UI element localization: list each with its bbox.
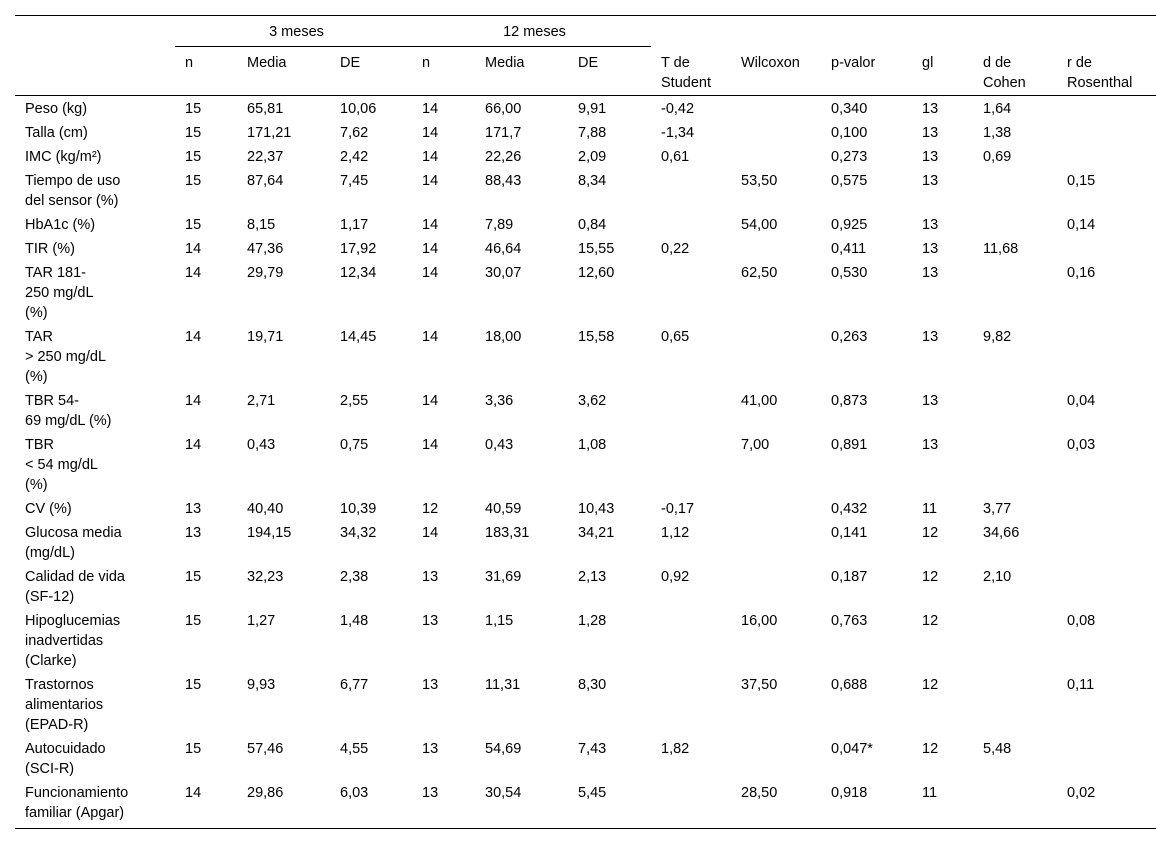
cell-n-12m: 12 xyxy=(422,500,439,517)
cell-sd-3m: 10,06 xyxy=(340,100,377,117)
table-row xyxy=(15,121,1156,145)
cell-sd-3m: 2,42 xyxy=(340,148,369,165)
cell-p-value: 0,925 xyxy=(831,216,868,233)
column-header-variable xyxy=(15,47,175,96)
group-header-12-months: 12 meses xyxy=(412,16,651,47)
cell-n-12m: 14 xyxy=(422,328,439,345)
cell-sd-12m: 0,84 xyxy=(578,216,607,233)
row-label: CV (%) xyxy=(25,500,72,517)
cell-rosenthal-r: 0,04 xyxy=(1067,392,1096,409)
cell-sd-12m: 7,88 xyxy=(578,124,607,141)
cell-mean-3m: 19,71 xyxy=(247,328,284,345)
cell-t-student xyxy=(651,169,731,213)
cell-t-student xyxy=(651,261,731,325)
cell-sd-3m: 7,62 xyxy=(340,124,369,141)
row-label: Autocuidado (SCI-R) xyxy=(25,740,106,777)
cell-rosenthal-r xyxy=(1057,95,1156,121)
cell-p-value: 0,273 xyxy=(831,148,868,165)
cell-n-3m: 13 xyxy=(185,500,202,517)
cell-n-3m: 15 xyxy=(185,740,202,757)
cell-rosenthal-r: 0,16 xyxy=(1067,264,1096,281)
row-label: TAR > 250 mg/dL (%) xyxy=(25,328,107,385)
cell-mean-3m: 87,64 xyxy=(247,172,284,189)
row-label: HbA1c (%) xyxy=(25,216,96,233)
cell-p-value: 0,100 xyxy=(831,124,868,141)
cell-sd-3m: 7,45 xyxy=(340,172,369,189)
cell-p-value: 0,530 xyxy=(831,264,868,281)
cell-gl: 11 xyxy=(922,500,938,517)
cell-wilcoxon xyxy=(731,237,821,261)
cell-sd-12m: 9,91 xyxy=(578,100,607,117)
row-label: Hipoglucemias inadvertidas (Clarke) xyxy=(25,612,121,669)
cell-mean-3m: 32,23 xyxy=(247,568,284,585)
cell-rosenthal-r xyxy=(1057,325,1156,389)
cell-sd-3m: 14,45 xyxy=(340,328,377,345)
cell-cohen-d xyxy=(973,781,1057,829)
cell-n-3m: 14 xyxy=(185,328,202,345)
column-header-t-student: T de Student xyxy=(661,54,711,91)
cell-t-student: -0,17 xyxy=(661,500,695,517)
cell-cohen-d: 0,69 xyxy=(983,148,1012,165)
cell-n-12m: 14 xyxy=(422,148,439,165)
cell-gl: 12 xyxy=(922,524,939,541)
cell-gl: 12 xyxy=(922,676,939,693)
cell-cohen-d xyxy=(973,261,1057,325)
cell-p-value: 0,918 xyxy=(831,784,868,801)
cell-mean-3m: 57,46 xyxy=(247,740,284,757)
column-header-p-value: p-valor xyxy=(831,54,876,71)
cell-gl: 13 xyxy=(922,436,939,453)
cell-mean-12m: 18,00 xyxy=(485,328,522,345)
cell-rosenthal-r xyxy=(1057,737,1156,781)
cell-mean-12m: 22,26 xyxy=(485,148,522,165)
cell-n-12m: 13 xyxy=(422,676,439,693)
cell-cohen-d: 34,66 xyxy=(983,524,1020,541)
cell-n-3m: 14 xyxy=(185,264,202,281)
cell-gl: 11 xyxy=(922,784,938,801)
cell-cohen-d xyxy=(973,169,1057,213)
cell-sd-3m: 0,75 xyxy=(340,436,369,453)
cell-mean-12m: 46,64 xyxy=(485,240,522,257)
cell-rosenthal-r xyxy=(1057,145,1156,169)
table-row xyxy=(15,433,1156,497)
cell-n-3m: 15 xyxy=(185,612,202,629)
cell-mean-3m: 1,27 xyxy=(247,612,276,629)
row-label: Glucosa media (mg/dL) xyxy=(25,524,122,561)
cell-mean-12m: 3,36 xyxy=(485,392,514,409)
cell-gl: 12 xyxy=(922,612,939,629)
cell-wilcoxon xyxy=(731,521,821,565)
cell-t-student: 0,92 xyxy=(661,568,690,585)
cell-sd-12m: 34,21 xyxy=(578,524,615,541)
cell-mean-12m: 30,54 xyxy=(485,784,522,801)
cell-mean-12m: 54,69 xyxy=(485,740,522,757)
table-row xyxy=(15,497,1156,521)
cell-p-value: 0,432 xyxy=(831,500,868,517)
cell-n-12m: 14 xyxy=(422,392,439,409)
cell-mean-3m: 29,79 xyxy=(247,264,284,281)
cell-p-value: 0,263 xyxy=(831,328,868,345)
cell-cohen-d: 11,68 xyxy=(983,240,1019,257)
cell-t-student xyxy=(651,673,731,737)
cell-wilcoxon xyxy=(731,737,821,781)
cell-p-value: 0,891 xyxy=(831,436,868,453)
cell-cohen-d: 2,10 xyxy=(983,568,1012,585)
cell-t-student: 0,61 xyxy=(661,148,690,165)
cell-n-12m: 14 xyxy=(422,100,439,117)
row-label: Funcionamiento familiar (Apgar) xyxy=(25,784,129,821)
cell-sd-3m: 10,39 xyxy=(340,500,377,517)
table-row xyxy=(15,169,1156,213)
cell-t-student xyxy=(651,609,731,673)
cell-n-12m: 13 xyxy=(422,568,439,585)
cell-mean-12m: 171,7 xyxy=(485,124,522,141)
cell-t-student: -0,42 xyxy=(661,100,695,117)
row-label: Trastornos alimentarios (EPAD-R) xyxy=(25,676,104,733)
cell-rosenthal-r xyxy=(1057,565,1156,609)
cell-t-student: 0,22 xyxy=(661,240,690,257)
row-label: Tiempo de uso del sensor (%) xyxy=(25,172,121,209)
cell-sd-3m: 1,48 xyxy=(340,612,369,629)
row-label: TAR 181- 250 mg/dL (%) xyxy=(25,264,94,321)
cell-t-student: -1,34 xyxy=(661,124,695,141)
cell-cohen-d xyxy=(973,389,1057,433)
column-header-n-12m: n xyxy=(422,55,431,71)
cell-n-12m: 14 xyxy=(422,524,439,541)
cell-mean-3m: 8,15 xyxy=(247,216,276,233)
table-row xyxy=(15,389,1156,433)
cell-p-value: 0,688 xyxy=(831,676,868,693)
cell-mean-3m: 0,43 xyxy=(247,436,276,453)
cell-wilcoxon xyxy=(731,325,821,389)
cell-p-value: 0,340 xyxy=(831,100,868,117)
cell-gl: 13 xyxy=(922,100,939,117)
column-header-gl: gl xyxy=(922,54,934,71)
cell-t-student xyxy=(651,389,731,433)
cell-sd-12m: 3,62 xyxy=(578,392,607,409)
cell-wilcoxon: 54,00 xyxy=(741,216,778,233)
cell-n-12m: 14 xyxy=(422,436,439,453)
cell-t-student xyxy=(651,433,731,497)
cell-wilcoxon: 62,50 xyxy=(741,264,778,281)
cell-n-3m: 15 xyxy=(185,216,202,233)
cell-sd-12m: 8,34 xyxy=(578,172,607,189)
cell-t-student: 0,65 xyxy=(661,328,690,345)
cell-gl: 12 xyxy=(922,568,939,585)
cell-mean-3m: 40,40 xyxy=(247,500,284,517)
cell-mean-12m: 31,69 xyxy=(485,568,522,585)
row-label: Calidad de vida (SF-12) xyxy=(25,568,125,605)
cell-mean-12m: 1,15 xyxy=(485,612,514,629)
cell-mean-3m: 65,81 xyxy=(247,100,284,117)
cell-n-12m: 13 xyxy=(422,612,439,629)
cell-cohen-d xyxy=(973,609,1057,673)
group-header-3-months: 3 meses xyxy=(175,16,412,47)
cell-gl: 13 xyxy=(922,240,939,257)
table-row xyxy=(15,325,1156,389)
table-row xyxy=(15,145,1156,169)
column-header-wilcoxon: Wilcoxon xyxy=(741,54,800,71)
cell-sd-12m: 5,45 xyxy=(578,784,607,801)
table-row xyxy=(15,213,1156,237)
column-header-cohen-d: d de Cohen xyxy=(983,54,1026,91)
table-row xyxy=(15,565,1156,609)
column-header-mean-3m: Media xyxy=(247,55,287,71)
cell-rosenthal-r xyxy=(1057,521,1156,565)
cell-sd-12m: 12,60 xyxy=(578,264,615,281)
cell-n-12m: 14 xyxy=(422,216,439,233)
row-label: Talla (cm) xyxy=(25,124,88,141)
cell-sd-3m: 34,32 xyxy=(340,524,377,541)
row-label: TBR < 54 mg/dL (%) xyxy=(25,436,98,493)
cell-rosenthal-r xyxy=(1057,121,1156,145)
cell-wilcoxon: 37,50 xyxy=(741,676,778,693)
cell-mean-3m: 29,86 xyxy=(247,784,284,801)
column-header-row xyxy=(15,47,1156,96)
table-row xyxy=(15,609,1156,673)
cell-n-3m: 15 xyxy=(185,568,202,585)
group-header-row xyxy=(15,16,1156,47)
cell-mean-3m: 2,71 xyxy=(247,392,276,409)
cell-n-3m: 14 xyxy=(185,392,202,409)
column-header-sd-3m: DE xyxy=(340,55,361,71)
cell-p-value: 0,141 xyxy=(831,524,868,541)
cell-sd-12m: 1,08 xyxy=(578,436,607,453)
cell-gl: 12 xyxy=(922,740,939,757)
cell-mean-12m: 7,89 xyxy=(485,216,514,233)
results-table-container xyxy=(15,15,1156,829)
cell-wilcoxon xyxy=(731,497,821,521)
cell-sd-3m: 6,77 xyxy=(340,676,369,693)
cell-p-value: 0,187 xyxy=(831,568,868,585)
cell-t-student: 1,82 xyxy=(661,740,690,757)
column-header-sd-12m: DE xyxy=(578,55,599,71)
table-row xyxy=(15,95,1156,121)
cell-gl: 13 xyxy=(922,216,939,233)
cell-gl: 13 xyxy=(922,328,939,345)
table-row xyxy=(15,781,1156,829)
cell-sd-12m: 1,28 xyxy=(578,612,607,629)
cell-rosenthal-r xyxy=(1057,237,1156,261)
cell-sd-3m: 2,38 xyxy=(340,568,369,585)
cell-sd-3m: 1,17 xyxy=(340,216,369,233)
cell-mean-3m: 47,36 xyxy=(247,240,284,257)
cell-rosenthal-r: 0,14 xyxy=(1067,216,1096,233)
cell-mean-12m: 66,00 xyxy=(485,100,522,117)
cell-n-12m: 14 xyxy=(422,240,439,257)
cell-sd-12m: 15,58 xyxy=(578,328,615,345)
cell-gl: 13 xyxy=(922,264,939,281)
cell-sd-3m: 6,03 xyxy=(340,784,369,801)
cell-sd-3m: 17,92 xyxy=(340,240,377,257)
cell-rosenthal-r: 0,08 xyxy=(1067,612,1096,629)
cell-p-value: 0,763 xyxy=(831,612,868,629)
cell-cohen-d: 3,77 xyxy=(983,500,1012,517)
column-header-mean-12m: Media xyxy=(485,55,525,71)
cell-mean-12m: 88,43 xyxy=(485,172,522,189)
cell-gl: 13 xyxy=(922,124,939,141)
cell-n-12m: 14 xyxy=(422,172,439,189)
cell-sd-12m: 2,09 xyxy=(578,148,607,165)
cell-wilcoxon xyxy=(731,145,821,169)
cell-rosenthal-r: 0,15 xyxy=(1067,172,1096,189)
cell-sd-3m: 12,34 xyxy=(340,264,377,281)
cell-n-3m: 15 xyxy=(185,172,202,189)
cell-n-12m: 14 xyxy=(422,264,439,281)
cell-mean-12m: 30,07 xyxy=(485,264,522,281)
cell-n-3m: 15 xyxy=(185,124,202,141)
cell-rosenthal-r xyxy=(1057,497,1156,521)
cell-sd-3m: 4,55 xyxy=(340,740,369,757)
cell-mean-3m: 194,15 xyxy=(247,524,292,541)
cell-cohen-d: 1,38 xyxy=(983,124,1012,141)
cell-p-value: 0,411 xyxy=(831,240,867,257)
cell-sd-12m: 7,43 xyxy=(578,740,607,757)
cell-wilcoxon: 53,50 xyxy=(741,172,778,189)
cell-mean-12m: 11,31 xyxy=(485,676,521,693)
cell-p-value: 0,575 xyxy=(831,172,868,189)
group-header-empty xyxy=(651,16,1156,47)
cell-mean-12m: 0,43 xyxy=(485,436,514,453)
cell-cohen-d xyxy=(973,433,1057,497)
corner-cell xyxy=(15,16,175,47)
table-row xyxy=(15,521,1156,565)
table-row xyxy=(15,261,1156,325)
cell-n-3m: 15 xyxy=(185,676,202,693)
cell-cohen-d xyxy=(973,673,1057,737)
cell-gl: 13 xyxy=(922,172,939,189)
cell-sd-12m: 2,13 xyxy=(578,568,607,585)
table-row xyxy=(15,673,1156,737)
cell-n-12m: 13 xyxy=(422,784,439,801)
cell-t-student xyxy=(651,213,731,237)
row-label: TIR (%) xyxy=(25,240,75,257)
cell-n-12m: 14 xyxy=(422,124,439,141)
cell-gl: 13 xyxy=(922,148,939,165)
table-row xyxy=(15,237,1156,261)
cell-mean-12m: 40,59 xyxy=(485,500,522,517)
cell-cohen-d: 9,82 xyxy=(983,328,1012,345)
cell-wilcoxon xyxy=(731,95,821,121)
cell-n-3m: 14 xyxy=(185,240,202,257)
row-label: TBR 54- 69 mg/dL (%) xyxy=(25,392,112,429)
cell-n-3m: 14 xyxy=(185,784,202,801)
cell-gl: 13 xyxy=(922,392,939,409)
cell-rosenthal-r: 0,03 xyxy=(1067,436,1096,453)
cell-sd-3m: 2,55 xyxy=(340,392,369,409)
cell-wilcoxon: 7,00 xyxy=(741,436,770,453)
cell-wilcoxon: 41,00 xyxy=(741,392,778,409)
cell-wilcoxon: 28,50 xyxy=(741,784,778,801)
row-label: IMC (kg/m²) xyxy=(25,148,102,165)
cell-t-student xyxy=(651,781,731,829)
cell-n-12m: 13 xyxy=(422,740,439,757)
cell-mean-3m: 22,37 xyxy=(247,148,284,165)
column-header-rosenthal-r: r de Rosenthal xyxy=(1067,54,1133,91)
cell-n-3m: 13 xyxy=(185,524,202,541)
cell-sd-12m: 10,43 xyxy=(578,500,615,517)
cell-cohen-d xyxy=(973,213,1057,237)
cell-rosenthal-r: 0,02 xyxy=(1067,784,1096,801)
cell-wilcoxon: 16,00 xyxy=(741,612,778,629)
table-body xyxy=(15,95,1156,828)
cell-sd-12m: 8,30 xyxy=(578,676,607,693)
cell-cohen-d: 5,48 xyxy=(983,740,1012,757)
cell-t-student: 1,12 xyxy=(661,524,690,541)
results-table xyxy=(15,15,1156,829)
column-header-n-3m: n xyxy=(185,55,194,71)
cell-rosenthal-r: 0,11 xyxy=(1067,676,1095,693)
cell-p-value: 0,873 xyxy=(831,392,868,409)
row-label: Peso (kg) xyxy=(25,100,88,117)
cell-mean-3m: 171,21 xyxy=(247,124,292,141)
cell-cohen-d: 1,64 xyxy=(983,100,1012,117)
cell-mean-12m: 183,31 xyxy=(485,524,530,541)
table-row xyxy=(15,737,1156,781)
cell-wilcoxon xyxy=(731,565,821,609)
cell-p-value: 0,047* xyxy=(831,740,873,757)
cell-sd-12m: 15,55 xyxy=(578,240,615,257)
cell-n-3m: 14 xyxy=(185,436,202,453)
cell-n-3m: 15 xyxy=(185,100,202,117)
cell-n-3m: 15 xyxy=(185,148,202,165)
cell-mean-3m: 9,93 xyxy=(247,676,276,693)
cell-wilcoxon xyxy=(731,121,821,145)
